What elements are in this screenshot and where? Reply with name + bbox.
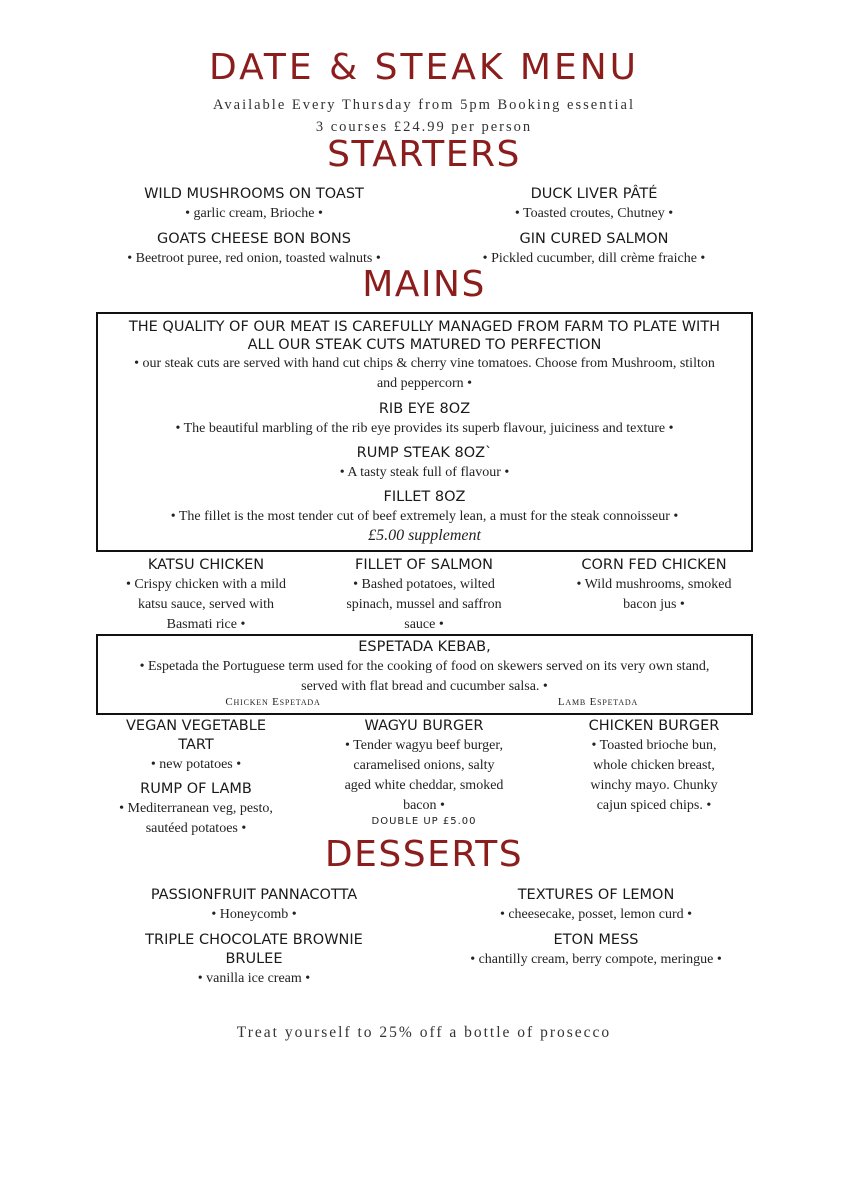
dessert-item — [104, 886, 404, 925]
steak-name: RIB EYE 8OZ — [378, 401, 471, 417]
dish-desc-line: aged white cheddar, smoked — [344, 778, 504, 793]
dish-name: GOATS CHEESE BON BONS — [157, 231, 351, 247]
steak-box — [96, 312, 753, 552]
dish-name-line: VEGAN VEGETABLE — [125, 718, 266, 734]
steak-intro-line: THE QUALITY OF OUR MEAT IS CAREFULLY MANAGED FROM FARM TO PLATE WITH — [128, 319, 721, 335]
dish-desc: • Pickled cucumber, dill crème fraiche • — [482, 251, 706, 266]
menu-title: DATE & STEAK MENU — [209, 47, 639, 88]
dessert-item — [104, 931, 404, 989]
dish-desc-line: winchy mayo. Chunky — [590, 778, 718, 793]
supplement-text: £5.00 supplement — [368, 527, 481, 544]
dish-desc-line: • Toasted brioche bun, — [591, 738, 717, 753]
dish-desc-line: served with flat bread and cucumber salsa. • — [301, 679, 548, 694]
steak-name: RUMP STEAK 8OZ` — [356, 445, 493, 461]
dish-name-line: ETON MESS — [553, 932, 639, 948]
dish-name-line: RUMP OF LAMB — [140, 781, 252, 797]
dish-name-line: BRULEE — [225, 951, 283, 967]
dish-desc-line: cajun spiced chips. • — [596, 798, 712, 813]
dish-desc-line: caramelised onions, salty — [353, 758, 495, 773]
dish-desc: • Toasted croutes, Chutney • — [514, 206, 674, 221]
main-item — [544, 556, 764, 615]
dish-desc-line: • Crispy chicken with a mild — [125, 577, 287, 592]
dish-name: WILD MUSHROOMS ON TOAST — [144, 186, 364, 202]
main-item — [86, 780, 306, 839]
dish-desc: • Beetroot puree, red onion, toasted walnuts • — [127, 251, 381, 266]
dessert-item — [446, 931, 746, 970]
dish-desc-line: • Espetada the Portuguese term used for the cooking of food on skewers served on its very own stand, — [139, 659, 710, 674]
steak-intro-line: ALL OUR STEAK CUTS MATURED TO PERFECTION — [247, 337, 602, 353]
desserts-heading: DESSERTS — [324, 834, 524, 875]
steak-desc: • A tasty steak full of flavour • — [339, 465, 510, 480]
dish-name-line: PASSIONFRUIT PANNACOTTA — [150, 887, 358, 903]
main-item — [96, 556, 316, 635]
kebab-box — [96, 634, 753, 715]
dish-name: ESPETADA KEBAB, — [358, 639, 491, 655]
dessert-item — [446, 886, 746, 925]
kebab-option: Lamb Espetada — [557, 696, 639, 708]
dish-desc-line: • new potatoes • — [150, 757, 242, 772]
dish-name: FILLET OF SALMON — [354, 557, 493, 573]
footer-offer: Treat yourself to 25% off a bottle of prosecco — [236, 1024, 612, 1041]
main-item — [314, 717, 534, 827]
dish-name: GIN CURED SALMON — [519, 231, 669, 247]
dish-name-line: TEXTURES OF LEMON — [517, 887, 675, 903]
dish-name: WAGYU BURGER — [364, 718, 484, 734]
dish-desc: • vanilla ice cream • — [197, 971, 311, 986]
steak-desc: • The fillet is the most tender cut of beef extremely lean, a must for the steak connoisseur • — [170, 509, 679, 524]
main-item — [86, 717, 306, 775]
dish-desc-line: • Mediterranean veg, pesto, — [119, 801, 273, 816]
dish-desc-line: katsu sauce, served with — [137, 597, 275, 612]
dish-name-line: TRIPLE CHOCOLATE BROWNIE — [145, 932, 363, 948]
dish-name: KATSU CHICKEN — [147, 557, 265, 573]
availability-text: Available Every Thursday from 5pm Booking essential — [212, 97, 635, 113]
kebab-option: Chicken Espetada — [225, 696, 321, 708]
main-item — [544, 717, 764, 816]
dish-desc: • chantilly cream, berry compote, meringue • — [470, 952, 722, 967]
price-text: 3 courses £24.99 per person — [315, 119, 533, 135]
dish-desc-line: spinach, mussel and saffron — [346, 597, 502, 612]
main-item — [314, 556, 534, 635]
starter-item — [424, 185, 764, 224]
dish-desc-line: bacon • — [403, 798, 445, 813]
steak-intro-desc: • our steak cuts are served with hand cut chips & cherry vine tomatoes. Choose from Mushroom, stilton — [134, 356, 715, 371]
dish-desc: • garlic cream, Brioche • — [185, 206, 323, 221]
starter-item — [84, 185, 424, 224]
dish-desc-line: • Tender wagyu beef burger, — [345, 738, 503, 753]
dish-name: CORN FED CHICKEN — [581, 557, 727, 573]
dish-name: DUCK LIVER PÂTÉ — [530, 186, 658, 202]
dish-desc: • cheesecake, posset, lemon curd • — [499, 907, 693, 922]
dish-desc-line: • Bashed potatoes, wilted — [353, 577, 495, 592]
dish-desc-line: sautéed potatoes • — [145, 821, 247, 836]
dish-desc: • Honeycomb • — [211, 907, 297, 922]
steak-name: FILLET 8OZ — [383, 489, 466, 505]
double-up-note: DOUBLE UP £5.00 — [371, 816, 477, 827]
dish-desc-line: bacon jus • — [623, 597, 685, 612]
steak-desc: • The beautiful marbling of the rib eye provides its superb flavour, juiciness and texture • — [175, 421, 674, 436]
dish-name: CHICKEN BURGER — [588, 718, 720, 734]
starters-heading: STARTERS — [327, 134, 521, 175]
dish-desc-line: whole chicken breast, — [593, 758, 715, 773]
dish-desc-line: • Wild mushrooms, smoked — [576, 577, 732, 592]
dish-name-line: TART — [178, 737, 214, 753]
dish-desc-line: Basmati rice • — [166, 617, 246, 632]
steak-intro-desc: and peppercorn • — [376, 376, 473, 391]
dish-desc-line: sauce • — [404, 617, 444, 632]
mains-heading: MAINS — [362, 264, 486, 305]
